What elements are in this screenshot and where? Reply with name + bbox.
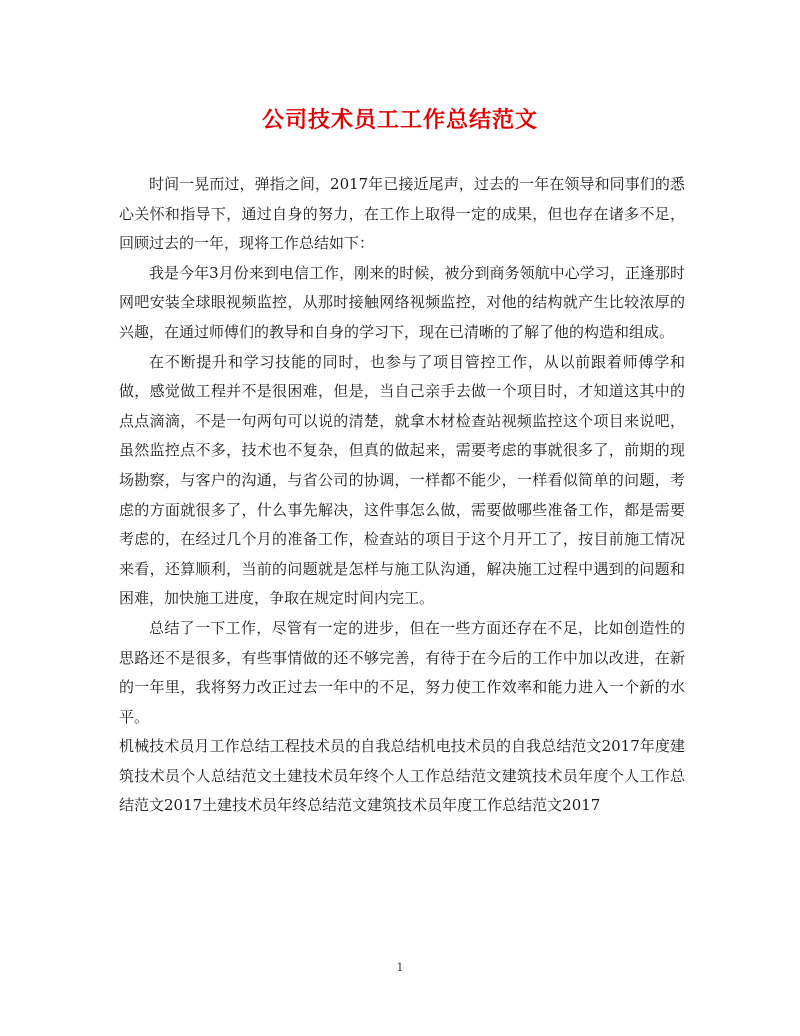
paragraph-project: 在不断提升和学习技能的同时，也参与了项目管控工作，从以前跟着师傅学和做，感觉做工程并不是很困难，但是，当自己亲手去做一个项目时，才知道这其中的点点滴滴，不是一句两句可以说的清楚，就拿木材检查站视频监控这个项目来说吧，虽然监控点不多，技术也不复杂，但真的做起来，需要考虑的事就很多了，前期的现场勘察，与客户的沟通，与省公司的协调，一样都不能少，一样看似简单的问题，考虑的方面就很多了，什么事先解决，这件事怎么做，需要做哪些准备工作，都是需要考虑的，在经过几个月的准备工作，检查站的项目于这个月开工了，按目前施工情况来看，还算顺利，当前的问题就是怎样与施工队沟通，解决施工过程中遇到的问题和困难，加快施工进度，争取在规定时间内完工。 xyxy=(119,352,685,608)
page-number: 1 xyxy=(396,961,404,974)
paragraph-background: 我是今年3月份来到电信工作，刚来的时候，被分到商务领航中心学习，正逢那时网吧安装全球眼视频监控，从那时接触网络视频监控，对他的结构就产生比较浓厚的兴趣，在通过师傅们的教导和自身的学习下，现在已清晰的了解了他的构造和组成。 xyxy=(119,263,685,341)
paragraph-summary: 总结了一下工作，尽管有一定的进步，但在一些方面还存在不足，比如创造性的思路还不是很多，有些事情做的还不够完善，有待于在今后的工作中加以改进，在新的一年里，我将努力改正过去一年中的不足，努力使工作效率和能力进入一个新的水平。 xyxy=(119,618,685,726)
document-body xyxy=(119,170,685,821)
document-title: 公司技术员工工作总结范文 xyxy=(261,107,538,133)
paragraph-intro: 时间一晃而过，弹指之间，2017年已接近尾声，过去的一年在领导和同事们的悉心关怀和指导下，通过自身的努力，在工作上取得一定的成果，但也存在诸多不足，回顾过去的一年，现将工作总结如下： xyxy=(119,175,685,253)
related-articles: 机械技术员月工作总结工程技术员的自我总结机电技术员的自我总结范文2017年度建筑技术员个人总结范文土建技术员年终个人工作总结范文建筑技术员年度个人工作总结范文2017土建技术员年终总结范文建筑技术员年度工作总结范文2017 xyxy=(119,737,685,815)
